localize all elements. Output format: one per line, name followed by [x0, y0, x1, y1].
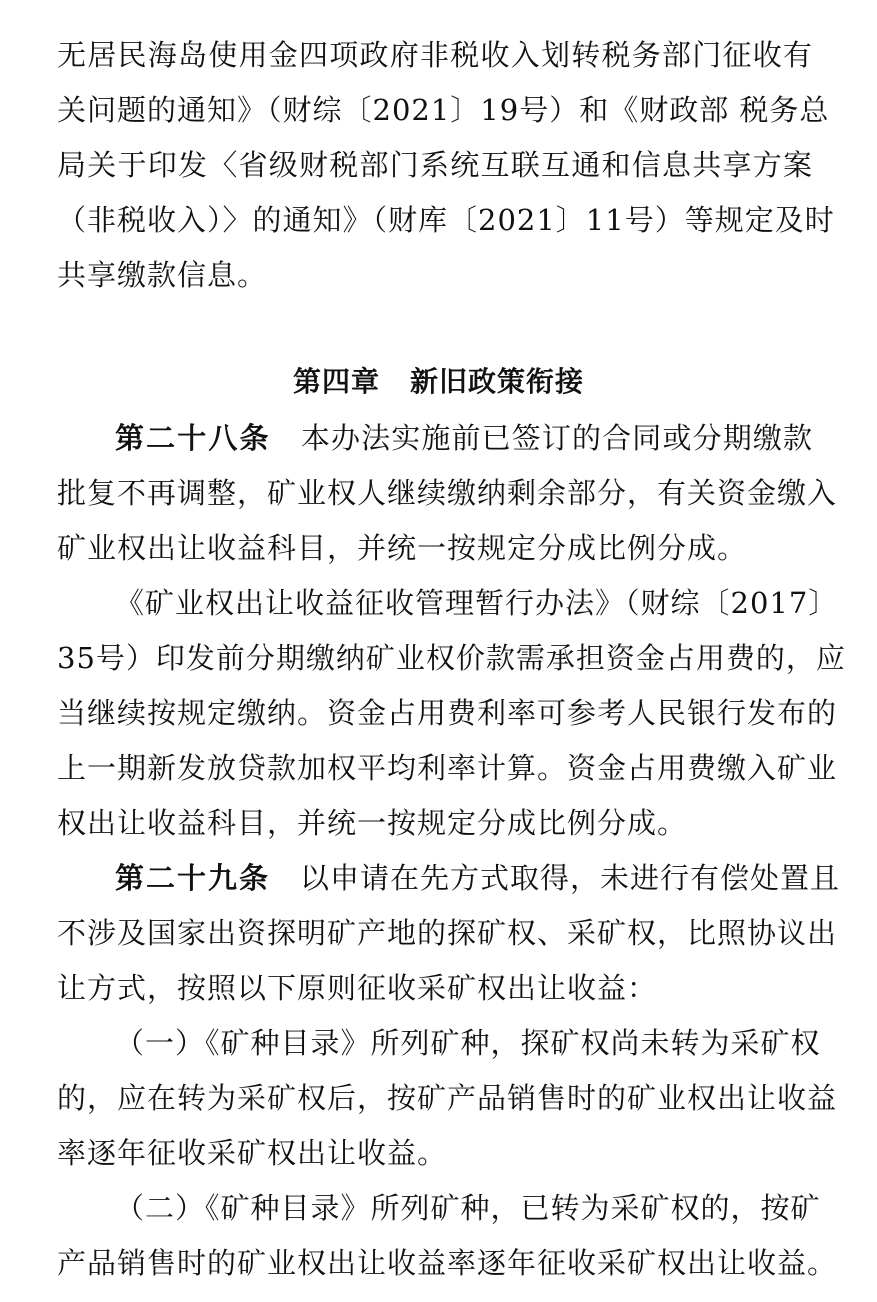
article-29-item2-line-2: 产品销售时的矿业权出让收益率逐年征收采矿权出让收益。	[57, 1246, 838, 1280]
article-29-item1-line-1: （一）《矿种目录》所列矿种，探矿权尚未转为采矿权	[115, 1026, 821, 1060]
article-28-para2-line-1: 《矿业权出让收益征收管理暂行办法》（财综〔2017〕	[115, 586, 839, 620]
intro-line-4: （非税收入）〉的通知》（财库〔2021〕11号）等规定及时	[57, 203, 835, 237]
article-29-item1-line-2: 的，应在转为采矿权后，按矿产品销售时的矿业权出让收益	[57, 1081, 838, 1115]
intro-line-1: 无居民海岛使用金四项政府非税收入划转税务部门征收有	[57, 38, 813, 72]
intro-line-3: 局关于印发〈省级财税部门系统互联互通和信息共享方案	[57, 148, 813, 182]
article-29-item2-line-1: （二）《矿种目录》所列矿种，已转为采矿权的，按矿	[115, 1191, 821, 1225]
article-28-first-line	[115, 418, 813, 458]
chapter-heading	[0, 362, 877, 402]
article-29-text-start: 以申请在先方式取得，未进行有偿处置且	[300, 861, 841, 895]
intro-line-5: 共享缴款信息。	[57, 258, 268, 292]
article-29-line-3: 让方式，按照以下原则征收采矿权出让收益：	[57, 971, 658, 1005]
article-28-para2-line-5: 权出让收益科目，并统一按规定分成比例分成。	[57, 806, 688, 840]
article-28-para2-line-3: 当继续按规定缴纳。资金占用费利率可参考人民银行发布的	[57, 696, 838, 730]
chapter-title: 新旧政策衔接	[410, 365, 585, 398]
article-28-para2-line-4: 上一期新发放贷款加权平均利率计算。资金占用费缴入矿业	[57, 751, 838, 785]
article-28-para2-line-2: 35号）印发前分期缴纳矿业权价款需承担资金占用费的，应	[57, 641, 846, 675]
article-29-item1-line-3: 率逐年征收采矿权出让收益。	[57, 1136, 448, 1170]
article-28-line-3: 矿业权出让收益科目，并统一按规定分成比例分成。	[57, 531, 748, 565]
article-28-text-start: 本办法实施前已签订的合同或分期缴款	[300, 421, 813, 455]
chapter-number: 第四章	[292, 365, 380, 398]
article-29-label: 第二十九条	[115, 861, 271, 895]
intro-line-2: 关问题的通知》（财综〔2021〕19号）和《财政部 税务总	[57, 93, 830, 127]
article-28-label: 第二十八条	[115, 421, 271, 455]
article-29-first-line	[115, 858, 841, 898]
article-28-line-2: 批复不再调整，矿业权人继续缴纳剩余部分，有关资金缴入	[57, 476, 838, 510]
article-29-line-2: 不涉及国家出资探明矿产地的探矿权、采矿权，比照协议出	[57, 916, 838, 950]
